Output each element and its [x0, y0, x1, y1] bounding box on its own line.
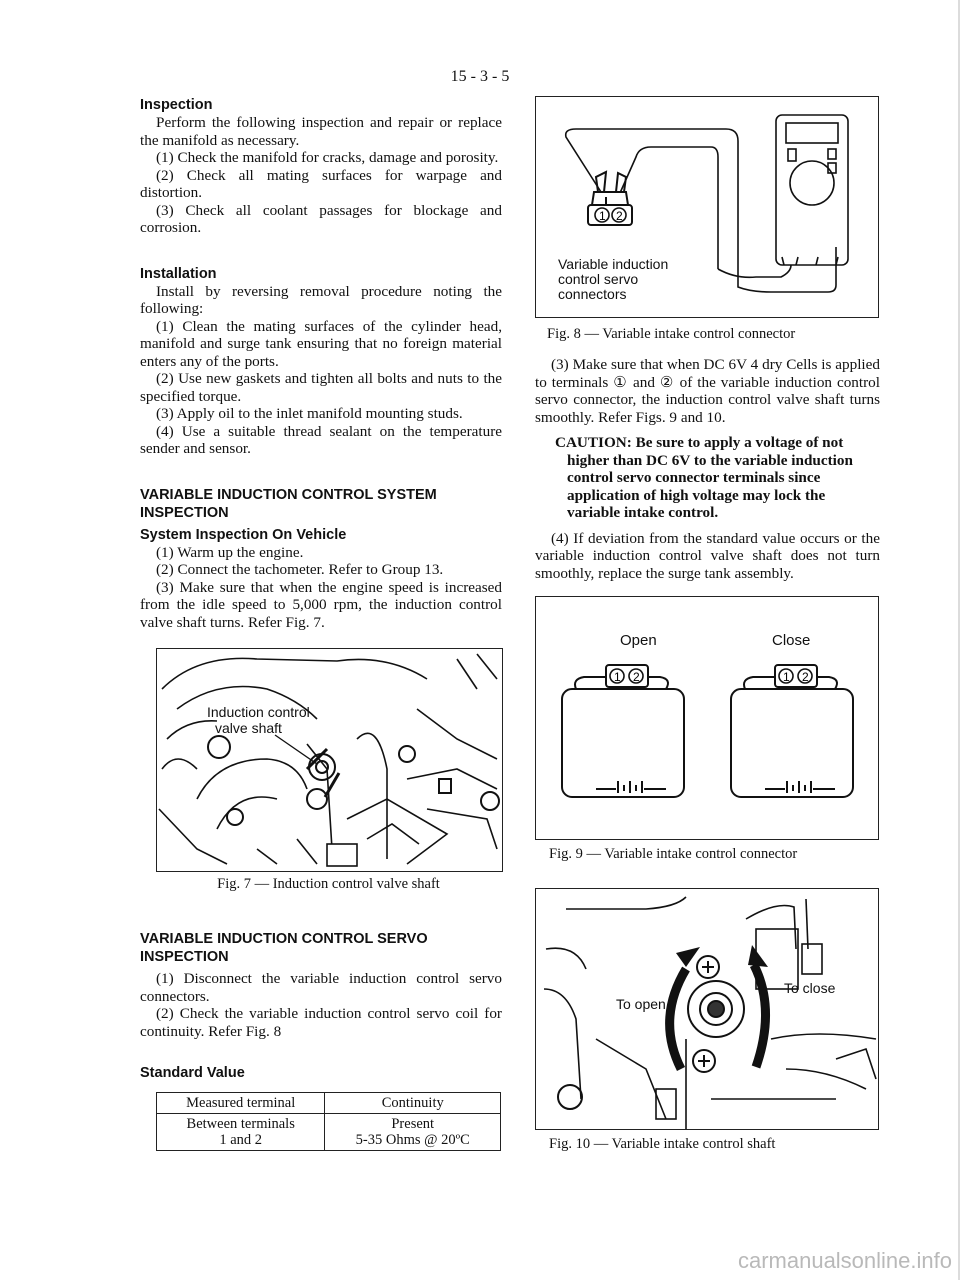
fig7-label-line2: valve shaft: [215, 720, 282, 736]
cell-line: 1 and 2: [219, 1132, 263, 1148]
servo-heading-line2: INSPECTION: [140, 949, 229, 965]
inspection-item: (3) Check all coolant passages for blockage and corrosion.: [140, 201, 502, 236]
servo-heading-line1: VARIABLE INDUCTION CONTROL SERVO: [140, 931, 428, 947]
vics-heading-line1: VARIABLE INDUCTION CONTROL SYSTEM: [140, 486, 437, 503]
installation-heading: Installation: [140, 265, 217, 282]
table-row: [157, 1114, 501, 1151]
vics-item: (3) Make sure that when the engine speed is increased from the idle speed to 5,000 rpm, the induction control valve shaft turns. Refer Fig. 7.: [140, 578, 502, 631]
installation-item: (2) Use new gaskets and tighten all bolts and nuts to the specified torque.: [140, 370, 502, 405]
left-column: [140, 96, 502, 631]
inspection-item: (1) Check the manifold for cracks, damage and porosity.: [156, 149, 499, 166]
inspection-intro: Perform the following inspection and repair or replace the manifold as necessary.: [140, 114, 502, 149]
fig10-illustration: [535, 888, 879, 1130]
table-header-cell: Continuity: [325, 1093, 501, 1114]
installation-item: (4) Use a suitable thread sealant on the temperature sender and sensor.: [140, 422, 502, 457]
inspection-heading: Inspection: [140, 97, 213, 113]
fig9-close-terminal-2: 2: [802, 670, 809, 684]
fig9-close-terminal-1: 1: [783, 670, 790, 684]
fig9-caption: Fig. 9 — Variable intake control connector: [549, 846, 798, 862]
fig8-label-line1: Variable induction: [558, 256, 669, 272]
right-column: [535, 356, 880, 582]
table-header-row: [157, 1093, 501, 1114]
standard-value-table: [156, 1092, 501, 1151]
installation-item: (3) Apply oil to the inlet manifold mounting studs.: [156, 405, 463, 422]
fig9-open-terminal-1: 1: [614, 670, 621, 684]
inspection-item: (2) Check all mating surfaces for warpage and distortion.: [140, 166, 502, 201]
fig8-caption: Fig. 8 — Variable intake control connector: [547, 326, 796, 342]
installation-intro: Install by reversing removal procedure noting the following:: [140, 282, 502, 317]
installation-list: [140, 318, 502, 458]
vics-heading-line2: INSPECTION: [140, 504, 229, 521]
vics-list: [140, 544, 502, 632]
fig7-illustration: [156, 648, 503, 872]
servo-list: [140, 970, 502, 1040]
vics-item: (2) Connect the tachometer. Refer to Group 13.: [156, 561, 444, 578]
fig9-close-label: Close: [772, 632, 811, 649]
table-cell: [325, 1114, 501, 1151]
fig8-label-line2: control servo: [558, 271, 639, 287]
table-cell: [157, 1114, 325, 1151]
fig10-close-label: To close: [784, 980, 836, 996]
vics-item: (1) Warm up the engine.: [156, 543, 304, 561]
caution-text: CAUTION: Be sure to apply a voltage of not higher than DC 6V to the variable induction control servo connector terminals since application of high voltage may lock the variable intake control.: [555, 434, 853, 521]
servo-item: (1) Disconnect the variable induction control servo connectors.: [140, 970, 502, 1005]
servo-section: [140, 930, 502, 1082]
watermark-text: carmanualsonline.info: [737, 1248, 952, 1273]
fig8-illustration: [535, 96, 879, 318]
fig10-caption: Fig. 10 — Variable intake control shaft: [549, 1136, 776, 1152]
fig9-open-terminal-2: 2: [633, 670, 640, 684]
fig7-caption: Fig. 7 — Induction control valve shaft: [217, 876, 440, 892]
step4-text: (4) If deviation from the standard value occurs or the variable induction control valve shaft does not turn smoothly, replace the surge tank assembly.: [535, 529, 880, 582]
fig8-label-line3: connectors: [558, 286, 627, 302]
inspection-list: [140, 149, 502, 237]
fig8-terminal-2: 2: [616, 209, 623, 223]
engine-valve-drawing: [157, 649, 502, 871]
standard-value-heading: Standard Value: [140, 1065, 245, 1081]
valve-shaft-drawing: [536, 889, 878, 1129]
fig7-label-line1: Induction control: [207, 704, 310, 720]
table-header-cell: Measured terminal: [157, 1093, 325, 1114]
fig10-open-label: To open: [616, 996, 666, 1012]
fig9-illustration: [535, 596, 879, 840]
cell-line: Present: [391, 1116, 435, 1132]
fig8-terminal-1: 1: [599, 209, 606, 223]
fig9-open-label: Open: [620, 632, 657, 649]
page-number: 15 - 3 - 5: [450, 68, 510, 85]
battery-connector-drawing: [536, 597, 878, 839]
cell-line: 5-35 Ohms @ 20ºC: [355, 1132, 470, 1148]
cell-line: Between terminals: [186, 1116, 295, 1132]
step3-text: (3) Make sure that when DC 6V 4 dry Cells is applied to terminals ① and ② of the variable induction control servo connector, the induction control valve shaft turns smoothly. Refer Figs. 9 and 10.: [535, 356, 880, 426]
multimeter-connector-drawing: [536, 97, 878, 317]
vics-subheading: System Inspection On Vehicle: [140, 526, 347, 543]
servo-item: (2) Check the variable induction control servo coil for continuity. Refer Fig. 8: [140, 1005, 502, 1040]
installation-item: (1) Clean the mating surfaces of the cylinder head, manifold and surge tank ensuring that no foreign material enters any of the ports.: [140, 317, 502, 370]
